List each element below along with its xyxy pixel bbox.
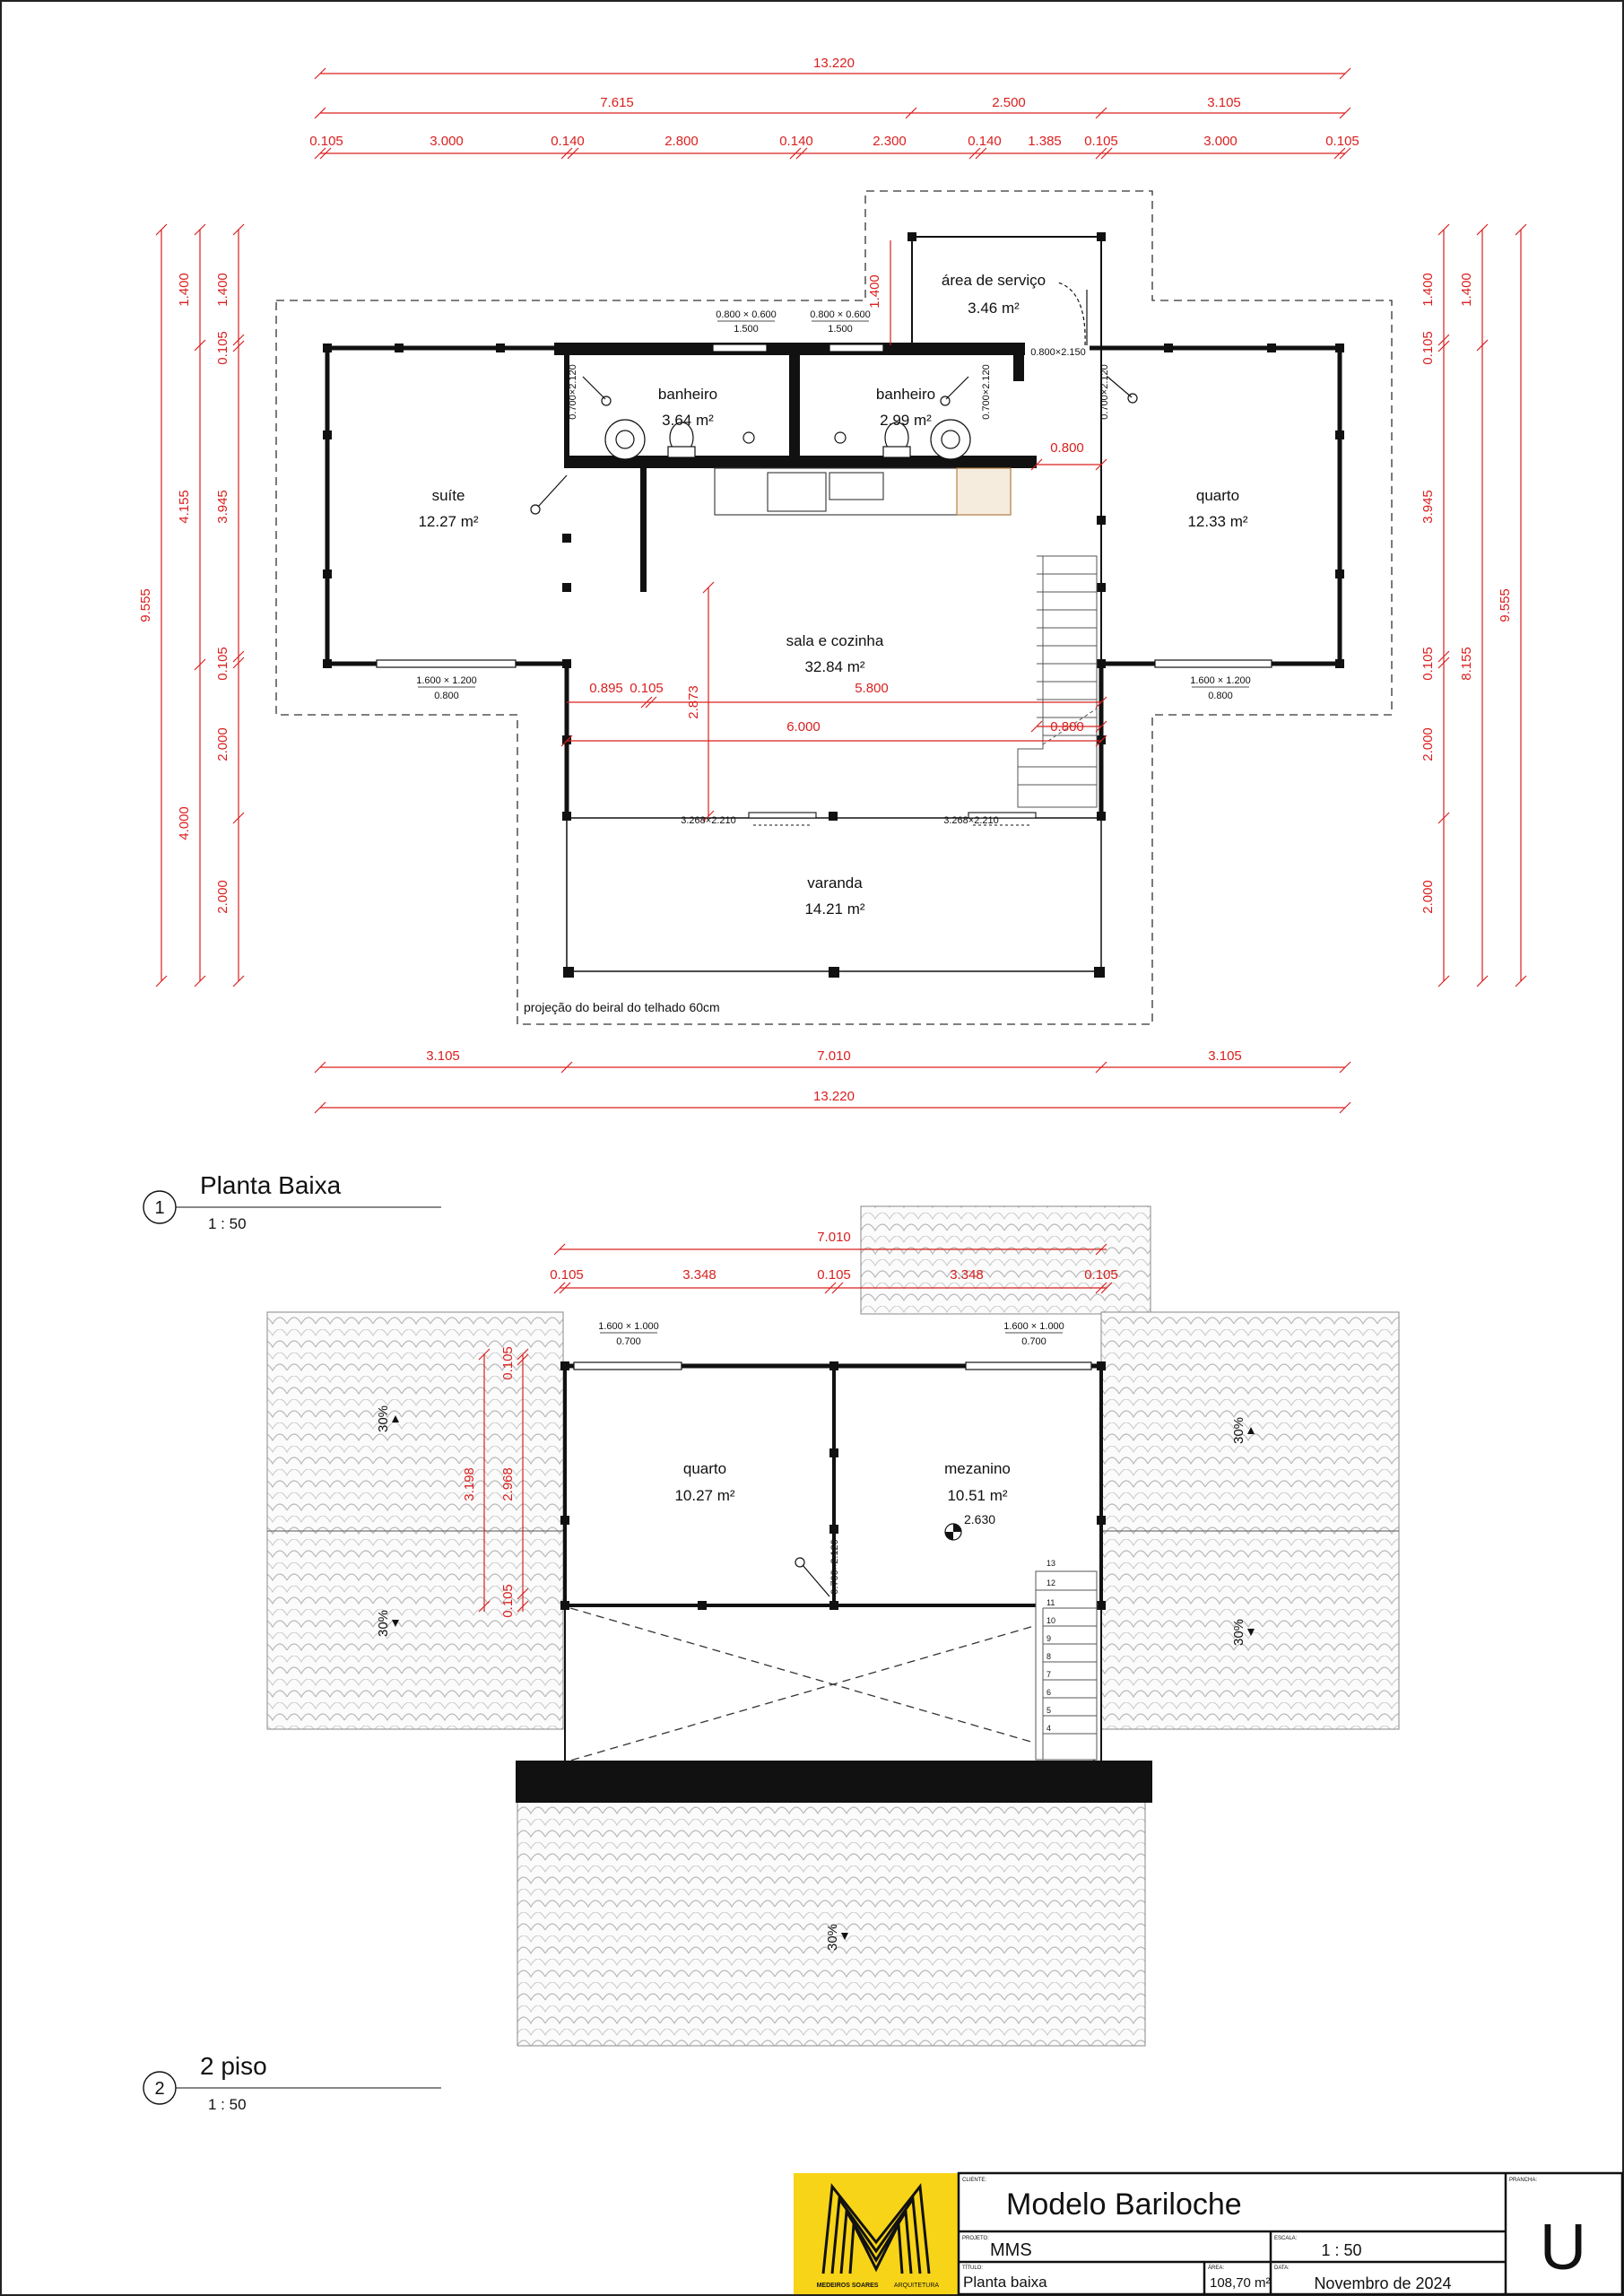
escala-value: 1 : 50: [1321, 2241, 1362, 2259]
dim-right-mid-1: 1.400: [1459, 273, 1474, 307]
dim-right-outer: 9.555: [1498, 588, 1513, 622]
dim-right-plan-1: [1420, 224, 1526, 987]
dim-left-outer: 9.555: [138, 588, 153, 622]
svg-text:5: 5: [1046, 1706, 1052, 1715]
titulo-value: Planta baixa: [963, 2274, 1047, 2291]
slope-4: 30%: [1231, 1618, 1246, 1647]
dim-plan2-left-3: 0.105: [500, 1346, 516, 1380]
stair-plan-2: [1036, 1571, 1097, 1760]
title-block: [794, 2173, 1622, 2294]
svg-text:7: 7: [1046, 1670, 1052, 1679]
dim-interior-3: 5.800: [855, 681, 889, 696]
dim-top-mid-2: 2.500: [992, 95, 1026, 110]
dim-bottom-plan-1: [315, 1048, 1350, 1113]
upper-door: [795, 1558, 829, 1596]
plan-1-number: 1: [154, 1198, 165, 1218]
window-label-p2-2-top: 1.600 × 1.000: [1003, 1321, 1064, 1332]
room-banheiro1-name: banheiro: [657, 386, 718, 403]
eave-note: projeção do beiral do telhado 60cm: [524, 1000, 720, 1014]
room-suite-area: 12.27 m²: [418, 513, 479, 530]
plan-1-title-block: [143, 1171, 441, 1232]
projeto-value: MMS: [990, 2240, 1032, 2260]
dim-interior-2: 0.105: [630, 681, 664, 696]
dim-bottom-mid-1: 3.105: [426, 1048, 460, 1064]
label-titulo: TÍTULO:: [962, 2266, 984, 2271]
room-quarto-area: 12.33 m²: [1187, 513, 1248, 530]
roof-tiles: [267, 1206, 1399, 2046]
svg-text:10: 10: [1046, 1616, 1056, 1625]
svg-text:6: 6: [1046, 1688, 1052, 1697]
svg-text:4: 4: [1046, 1724, 1052, 1733]
dim-right-inner-3: 3.945: [1420, 490, 1436, 524]
dim-plan2-detail-4: 3.348: [950, 1267, 984, 1283]
slope-1: 30%: [376, 1405, 391, 1433]
window-label-p2-1-top: 1.600 × 1.000: [598, 1321, 659, 1332]
dim-top-detail-1: 0.105: [309, 134, 343, 149]
dim-bottom-total: 13.220: [813, 1089, 855, 1104]
dim-plan2-left-2: 2.968: [500, 1467, 516, 1501]
window-label-p2-2-bot: 0.700: [1021, 1336, 1046, 1347]
dim-interior-7: 0.800: [1050, 719, 1084, 735]
window-label-p2-1-bot: 0.700: [616, 1336, 641, 1347]
svg-text:13: 13: [1046, 1559, 1056, 1568]
kitchen-counter: [715, 468, 1011, 515]
dim-top-detail-10: 3.000: [1203, 134, 1238, 149]
window-label-quarto-bot: 0.800: [1208, 691, 1233, 701]
dim-right-inner-5: 2.000: [1420, 727, 1436, 761]
room-quarto2-area: 10.27 m²: [674, 1487, 735, 1504]
plan-2-number: 2: [154, 2079, 165, 2099]
room-sala-area: 32.84 m²: [804, 658, 865, 675]
dim-top-detail-7: 0.140: [968, 134, 1002, 149]
dim-interior-8: 1.400: [867, 274, 882, 309]
door-label-p2: 0.700×2.120: [829, 1539, 840, 1595]
prancha-value: U: [1540, 2212, 1586, 2283]
room-banheiro2-name: banheiro: [875, 386, 936, 403]
dim-plan2-total: 7.010: [817, 1230, 851, 1245]
door-label-porta2: 3.268×2.210: [943, 815, 999, 826]
dim-plan2-detail-3: 0.105: [817, 1267, 851, 1283]
window-label-suite-top: 1.600 × 1.200: [416, 675, 477, 686]
dim-top-detail-2: 3.000: [430, 134, 464, 149]
dim-left-inner-5: 2.000: [215, 727, 230, 761]
window-label-1-top: 0.800 × 0.600: [716, 309, 777, 320]
window-label-2-bot: 1.500: [828, 324, 853, 335]
level-value: 2.630: [964, 1512, 996, 1526]
service-walls: [554, 343, 1037, 592]
logo-brand: MEDEIROS SOARES: [816, 2283, 879, 2289]
dim-interior-6: 0.800: [1050, 440, 1084, 456]
stair-plan-1: [1018, 556, 1097, 807]
svg-text:9: 9: [1046, 1634, 1052, 1643]
void-lines: [570, 1608, 1096, 1761]
room-varanda-area: 14.21 m²: [804, 900, 865, 918]
slope-3: 30%: [1231, 1416, 1246, 1445]
door-label-porta1: 3.268×2.210: [681, 815, 736, 826]
dim-top-total: 13.220: [813, 56, 855, 71]
dim-top-detail-9: 0.105: [1084, 134, 1118, 149]
room-servico-area: 3.46 m²: [968, 300, 1020, 317]
dim-right-inner-4: 0.105: [1420, 647, 1436, 681]
dim-right-inner-1: 1.400: [1420, 273, 1436, 307]
dim-right-inner-6: 2.000: [1420, 880, 1436, 914]
level-marker: [945, 1512, 995, 1540]
room-suite-name: suíte: [431, 487, 465, 504]
dim-interior-1: 0.895: [589, 681, 623, 696]
dim-left-mid-1: 1.400: [177, 273, 192, 307]
svg-text:11: 11: [1046, 1598, 1055, 1607]
dim-left-mid-3: 4.000: [177, 806, 192, 840]
dim-top-plan-1: [309, 56, 1359, 159]
label-escala: ESCALA:: [1274, 2236, 1298, 2241]
window-label-2-top: 0.800 × 0.600: [810, 309, 871, 320]
plan-1-scale: 1 : 50: [208, 1215, 247, 1232]
door-label-b1: 0.700×2.120: [568, 364, 578, 420]
dim-left-inner-4: 0.105: [215, 647, 230, 681]
window-label-suite-bot: 0.800: [434, 691, 459, 701]
dim-top-detail-4: 2.800: [664, 134, 699, 149]
exterior-walls: [327, 348, 1340, 818]
dim-left-inner-2: 0.105: [215, 331, 230, 365]
eave-beam: [516, 1761, 1152, 1803]
label-cliente: CLIENTE:: [962, 2178, 987, 2183]
room-quarto-name: quarto: [1195, 487, 1240, 504]
door-label-quarto: 0.700×2.120: [1099, 364, 1110, 420]
dim-left-inner-3: 3.945: [215, 490, 230, 524]
data-value: Novembro de 2024: [1314, 2274, 1452, 2292]
logo-sub: ARQUITETURA: [893, 2283, 940, 2289]
dim-plan2-detail-2: 3.348: [682, 1267, 716, 1283]
logo-background: [794, 2173, 959, 2294]
dim-top-detail-6: 2.300: [873, 134, 907, 149]
dim-interior-5: 2.873: [686, 685, 701, 719]
dim-top-mid-1: 7.615: [600, 95, 634, 110]
plan-2-title: 2 piso: [200, 2052, 267, 2080]
label-area: ÁREA:: [1208, 2266, 1225, 2271]
label-prancha: PRANCHA:: [1509, 2178, 1538, 2183]
dim-plan2-left-1: 3.198: [462, 1467, 477, 1501]
window-label-quarto-top: 1.600 × 1.200: [1190, 675, 1251, 686]
svg-text:12: 12: [1046, 1578, 1056, 1587]
label-projeto: PROJETO:: [962, 2236, 989, 2241]
room-mezanino-name: mezanino: [944, 1460, 1011, 1477]
plan-1-floor: [138, 56, 1526, 1113]
svg-text:8: 8: [1046, 1652, 1052, 1661]
dim-plan2-detail-5: 0.105: [1084, 1267, 1118, 1283]
dim-interior-4: 6.000: [786, 719, 821, 735]
dim-right-mid-2: 8.155: [1459, 647, 1474, 681]
dim-left-plan-1: [138, 224, 244, 987]
varanda-outline: [567, 818, 1101, 971]
door-label-b2: 0.700×2.120: [981, 364, 992, 420]
slope-5: 30%: [825, 1923, 840, 1952]
window-label-1-bot: 1.500: [734, 324, 759, 335]
area-value: 108,70 m²: [1210, 2275, 1271, 2291]
room-servico-name: área de serviço: [941, 272, 1046, 289]
dim-right-inner-2: 0.105: [1420, 331, 1436, 365]
room-banheiro2-area: 2.99 m²: [880, 412, 932, 429]
room-quarto2-name: quarto: [682, 1460, 727, 1477]
room-varanda-name: varanda: [807, 874, 863, 891]
dim-top-detail-8: 1.385: [1028, 134, 1062, 149]
dim-plan2-left-4: 0.105: [500, 1584, 516, 1618]
dim-top-detail-11: 0.105: [1325, 134, 1359, 149]
cliente-value: Modelo Bariloche: [1006, 2187, 1242, 2222]
dim-plan2-detail-1: 0.105: [550, 1267, 584, 1283]
dim-bottom-mid-3: 3.105: [1208, 1048, 1242, 1064]
room-sala-name: sala e cozinha: [786, 632, 884, 649]
room-banheiro1-area: 3.64 m²: [662, 412, 714, 429]
dim-bottom-mid-2: 7.010: [817, 1048, 851, 1064]
plan-2-title-block: [143, 2052, 441, 2113]
dim-left-mid-2: 4.155: [177, 490, 192, 524]
dim-top-detail-5: 0.140: [779, 134, 813, 149]
dim-left-inner-6: 2.000: [215, 880, 230, 914]
dim-left-inner-1: 1.400: [215, 273, 230, 307]
door-label-servico: 0.800×2.150: [1030, 347, 1086, 358]
dim-top-mid-3: 3.105: [1207, 95, 1241, 110]
plan-1-title: Planta Baixa: [200, 1171, 342, 1199]
plan-2-floor: [267, 1206, 1399, 2046]
dim-top-detail-3: 0.140: [551, 134, 585, 149]
label-data: DATA:: [1274, 2266, 1290, 2271]
room-mezanino-area: 10.51 m²: [947, 1487, 1008, 1504]
slope-2: 30%: [376, 1609, 391, 1638]
plan-2-scale: 1 : 50: [208, 2096, 247, 2113]
